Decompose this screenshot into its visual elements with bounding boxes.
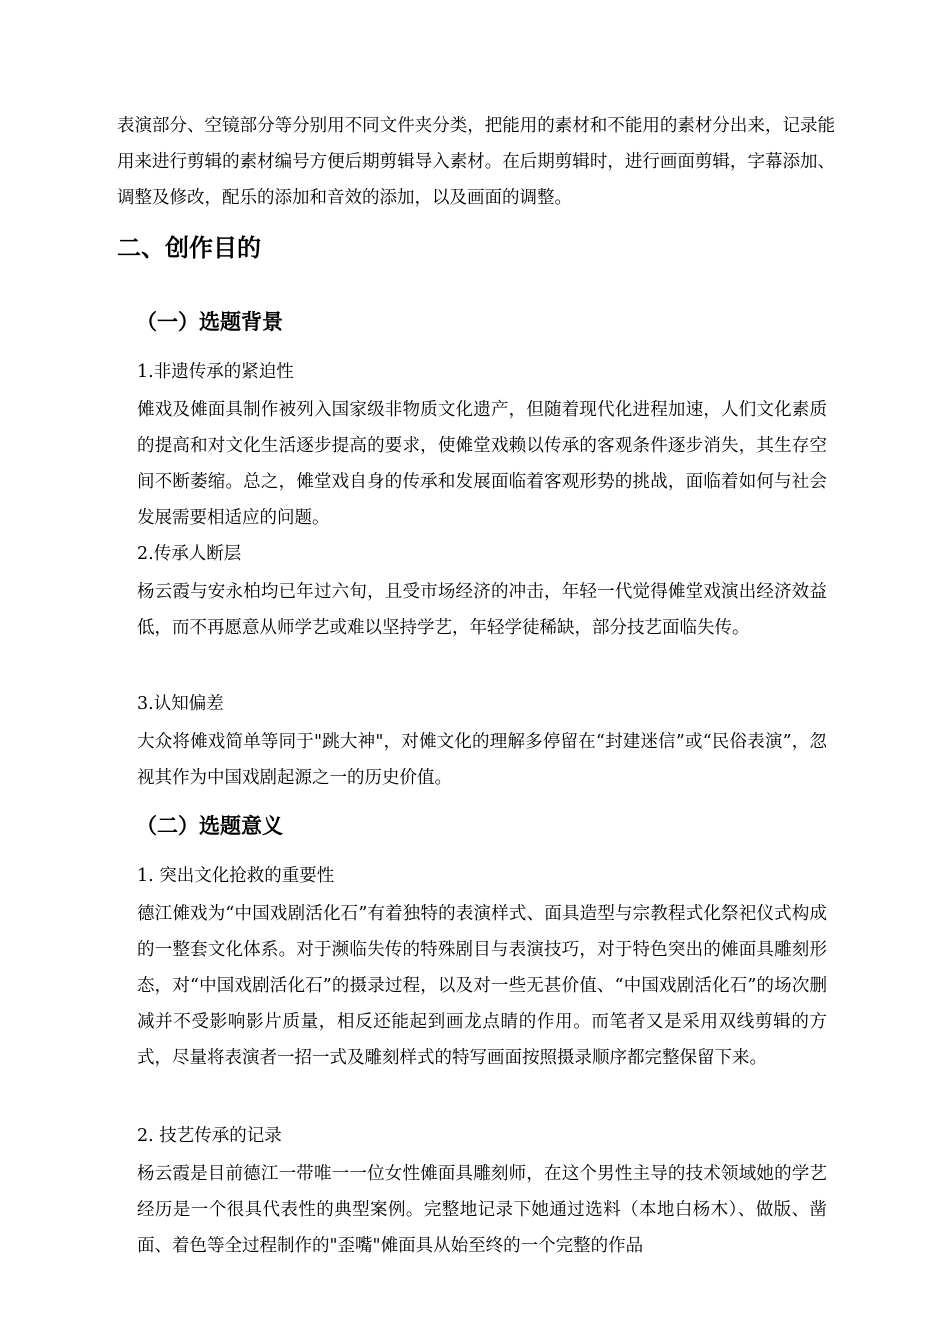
item-title-craft-record: 2. 技艺传承的记录 [137, 1126, 282, 1146]
item-text-cognitive-bias: 大众将傩戏简单等同于"跳大神"，对傩文化的理解多停留在“封建迷信”或“民俗表演”，忽视其作为中国戏剧起源之一的历史价值。 [137, 732, 827, 788]
item-text-urgency: 傩戏及傩面具制作被列入国家级非物质文化遗产，但随着现代化进程加速，人们文化素质的提高和对文化生活逐步提高的要求，使傩堂戏赖以传承的客观条件逐步消失，其生存空间不断萎缩。总之，傩堂戏自身的传承和发展面临着客观形势的挑战，面临着如何与社会发展需要相适应的问题。 [137, 400, 827, 528]
item-title-cultural-rescue: 1. 突出文化抢救的重要性 [137, 866, 335, 886]
item-text-successor-gap: 杨云霞与安永柏均已年过六旬，且受市场经济的冲击，年轻一代觉得傩堂戏演出经济效益低，而不再愿意从师学艺或难以坚持学艺，年轻学徒稀缺，部分技艺面临失传。 [137, 582, 827, 638]
item-title-urgency: 1.非遗传承的紧迫性 [137, 362, 294, 382]
item-text-craft-record: 杨云霞是目前德江一带唯一一位女性傩面具雕刻师，在这个男性主导的技术领域她的学艺经历是一个很具代表性的典型案例。完整地记录下她通过选料（本地白杨木）、做版、凿面、着色等全过程制作的"歪嘴"傩面具从始至终的一个完整的作品 [137, 1164, 827, 1256]
section-heading-creation-purpose: 二、创作目的 [117, 234, 261, 262]
subsection-heading-significance: （二）选题意义 [136, 814, 283, 838]
subsection-heading-background: （一）选题背景 [136, 310, 283, 334]
item-title-successor-gap: 2.传承人断层 [137, 544, 242, 564]
intro-paragraph: 表演部分、空镜部分等分别用不同文件夹分类，把能用的素材和不能用的素材分出来，记录能用来进行剪辑的素材编号方便后期剪辑导入素材。在后期剪辑时，进行画面剪辑，字幕添加、调整及修改，配乐的添加和音效的添加，以及画面的调整。 [117, 116, 835, 208]
item-title-cognitive-bias: 3.认知偏差 [137, 694, 224, 714]
item-text-cultural-rescue: 德江傩戏为“中国戏剧活化石”有着独特的表演样式、面具造型与宗教程式化祭祀仪式构成的一整套文化体系。对于濒临失传的特殊剧目与表演技巧，对于特色突出的傩面具雕刻形态，对“中国戏剧活化石”的摄录过程，以及对一些无甚价值、“中国戏剧活化石”的场次删减并不受影响影片质量，相反还能起到画龙点睛的作用。而笔者又是采用双线剪辑的方式，尽量将表演者一招一式及雕刻样式的特写画面按照摄录顺序都完整保留下来。 [137, 904, 827, 1068]
